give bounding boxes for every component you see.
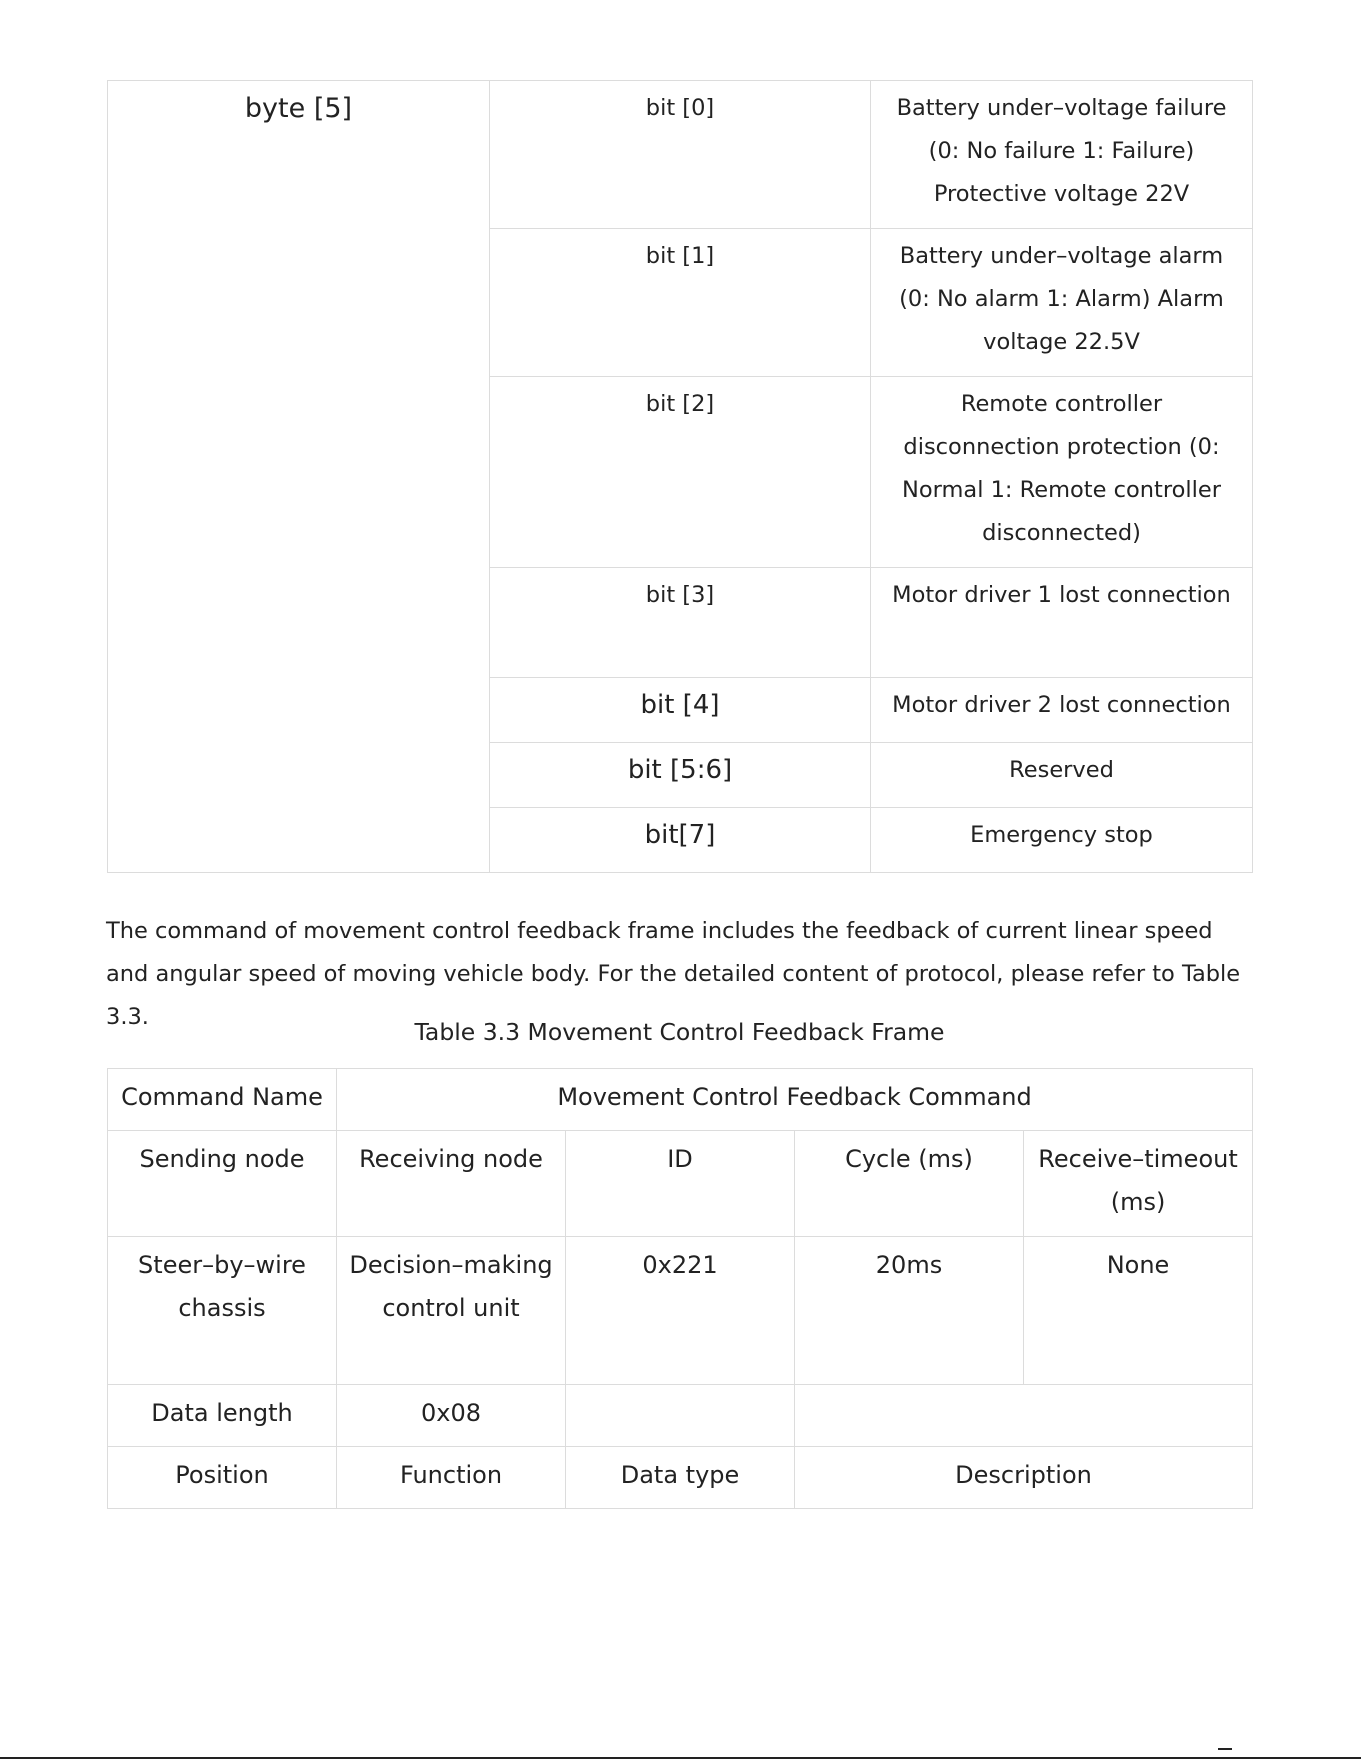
bit-cell: bit [5:6]	[490, 743, 871, 808]
table-row	[108, 1385, 1253, 1447]
byte-label-cell: byte [5]	[108, 81, 490, 873]
value-cell: 20ms	[795, 1237, 1024, 1385]
bit-description-cell: Battery under–voltage failure (0: No failure 1: Failure) Protective voltage 22V	[871, 81, 1253, 229]
header-cell: Receiving node	[337, 1131, 566, 1237]
column-header-cell: Data type	[566, 1447, 795, 1509]
value-cell: Decision–making control unit	[337, 1237, 566, 1385]
data-length-value-cell: 0x08	[337, 1385, 566, 1447]
header-cell: Cycle (ms)	[795, 1131, 1024, 1237]
column-header-cell: Description	[795, 1447, 1253, 1509]
table-row	[108, 1447, 1253, 1509]
bit-cell: bit [2]	[490, 377, 871, 568]
bit-description-cell: Reserved	[871, 743, 1253, 808]
header-cell: Sending node	[108, 1131, 337, 1237]
footer-rule	[0, 1757, 1361, 1759]
value-cell: None	[1024, 1237, 1253, 1385]
bit-cell: bit [3]	[490, 568, 871, 678]
table-row	[108, 1237, 1253, 1385]
header-cell: ID	[566, 1131, 795, 1237]
footer-mark	[1218, 1748, 1232, 1750]
bit-description-cell: Battery under–voltage alarm (0: No alarm 1: Alarm) Alarm voltage 22.5V	[871, 229, 1253, 377]
bit-description-cell: Emergency stop	[871, 808, 1253, 873]
table-row	[108, 1069, 1253, 1131]
bit-description-cell: Remote controller disconnection protection (0: Normal 1: Remote controller disconnected)	[871, 377, 1253, 568]
data-length-label-cell: Data length	[108, 1385, 337, 1447]
command-name-label-cell: Command Name	[108, 1069, 337, 1131]
movement-control-feedback-table	[107, 1068, 1253, 1509]
empty-cell	[795, 1385, 1253, 1447]
bit-description-cell: Motor driver 1 lost connection	[871, 568, 1253, 678]
empty-cell	[566, 1385, 795, 1447]
bit-cell: bit [4]	[490, 678, 871, 743]
table-row	[108, 81, 1253, 229]
byte5-bits-table	[107, 80, 1253, 873]
column-header-cell: Position	[108, 1447, 337, 1509]
table-row	[108, 1131, 1253, 1237]
bit-cell: bit [0]	[490, 81, 871, 229]
value-cell: 0x221	[566, 1237, 795, 1385]
bit-description-cell: Motor driver 2 lost connection	[871, 678, 1253, 743]
header-cell: Receive–timeout (ms)	[1024, 1131, 1253, 1237]
body-paragraph: The command of movement control feedback frame includes the feedback of current linear speed and angular speed of moving vehicle body. For the detailed content of protocol, please refer to Table 3.3.	[106, 918, 1241, 1030]
table-caption: Table 3.3 Movement Control Feedback Frame	[414, 1018, 945, 1046]
value-cell: Steer–by–wire chassis	[108, 1237, 337, 1385]
bit-cell: bit[7]	[490, 808, 871, 873]
bit-cell: bit [1]	[490, 229, 871, 377]
column-header-cell: Function	[337, 1447, 566, 1509]
command-name-value-cell: Movement Control Feedback Command	[337, 1069, 1253, 1131]
